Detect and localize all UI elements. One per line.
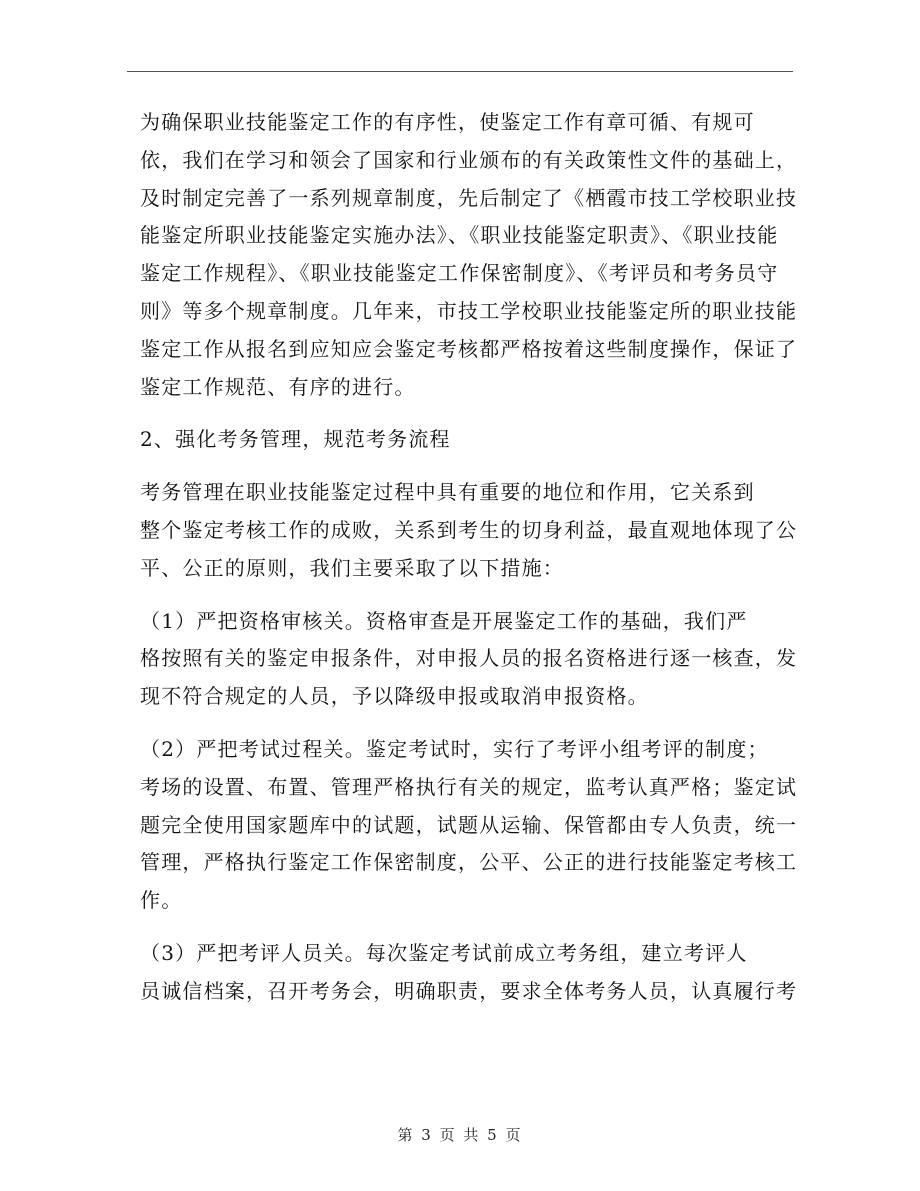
text-line: 题完全使用国家题库中的试题，试题从运输、保管都由专人负责，统一 [140, 812, 798, 837]
text-line: 为确保职业技能鉴定工作的有序性，使鉴定工作有章可循、有规可 [140, 110, 755, 134]
text-line: 现不符合规定的人员，予以降级申报或取消申报资格。 [140, 684, 649, 709]
paragraph [140, 935, 800, 1011]
text-line: 管理，严格执行鉴定工作保密制度，公平、公正的进行技能鉴定考核工 [140, 850, 798, 875]
heading-line: 2、强化考务管理，规范考务流程 [140, 427, 451, 452]
paragraph-gap [140, 588, 800, 603]
text-line: 鉴定工作规程》、《职业技能鉴定工作保密制度》、《考评员和考务员守 [140, 261, 779, 286]
text-line: （2）严把考试过程关。鉴定考试时，实行了考评小组考评的制度； [140, 736, 769, 761]
paragraph [140, 731, 800, 920]
text-line: （3）严把考评人员关。每次鉴定考试前成立考务组，建立考评人 [140, 940, 748, 965]
section-heading [140, 421, 800, 459]
body-text [140, 104, 800, 1011]
text-line: 员诚信档案，召开考务会，明确职责，要求全体考务人员，认真履行考 [140, 978, 798, 1003]
text-line: 及时制定完善了一系列规章制度，先后制定了《栖霞市技工学校职业技 [140, 185, 798, 210]
paragraph-gap [140, 716, 800, 731]
text-line: 格按照有关的鉴定申报条件，对申报人员的报名资格进行逐一核查，发 [140, 646, 798, 671]
paragraph-gap [140, 406, 800, 421]
text-line: 考务管理在职业技能鉴定过程中具有重要的地位和作用，它关系到 [140, 480, 755, 505]
paragraph [140, 104, 800, 406]
text-line: 平、公正的原则，我们主要采取了以下措施： [140, 555, 564, 580]
text-line: 鉴定工作从报名到应知应会鉴定考核都严格按着这些制度操作，保证了 [140, 336, 798, 361]
text-line: 考场的设置、布置、管理严格执行有关的规定，监考认真严格；鉴定试 [140, 774, 798, 799]
header-rule [127, 71, 793, 72]
text-line: 作。 [140, 888, 183, 913]
paragraph-gap [140, 459, 800, 474]
paragraph-gap [140, 920, 800, 935]
paragraph [140, 474, 800, 587]
text-line: 则》等多个规章制度。几年来，市技工学校职业技能鉴定所的职业技能 [140, 298, 798, 323]
page-number-footer: 第 3 页 共 5 页 [397, 1126, 523, 1144]
text-line: 整个鉴定考核工作的成败，关系到考生的切身利益，最直观地体现了公 [140, 517, 798, 542]
paragraph [140, 603, 800, 716]
text-line: 依，我们在学习和领会了国家和行业颁布的有关政策性文件的基础上， [140, 147, 798, 172]
text-line: 鉴定工作规范、有序的进行。 [140, 374, 416, 399]
text-line: 能鉴定所职业技能鉴定实施办法》、《职业技能鉴定职责》、《职业技能 [140, 223, 779, 248]
text-line: （1）严把资格审核关。资格审查是开展鉴定工作的基础，我们严 [140, 608, 748, 633]
